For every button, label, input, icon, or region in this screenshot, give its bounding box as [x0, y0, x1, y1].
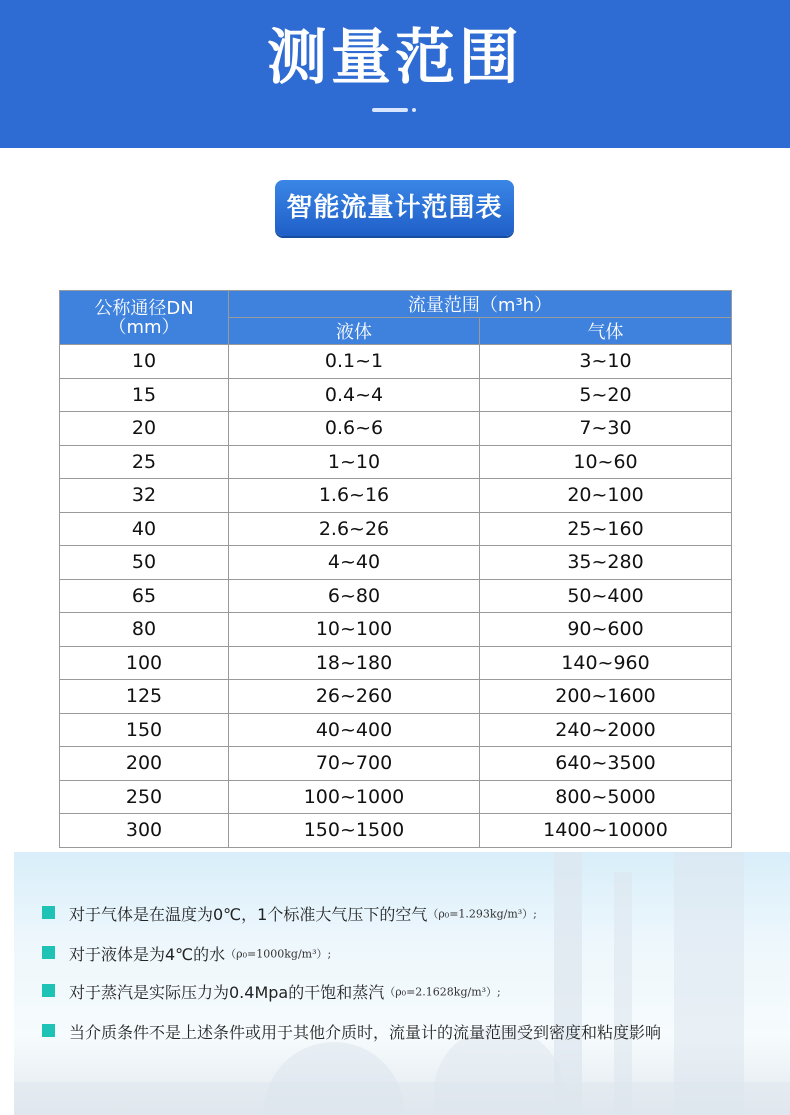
note-text: 对于气体是在温度为0℃，1个标准大气压下的空气: [69, 905, 428, 924]
cell-dn: 80: [60, 613, 229, 647]
page-header: [0, 0, 790, 148]
table-row: [60, 546, 732, 580]
cell-gas-range: 1400~10000: [480, 814, 732, 848]
note-item-steam: [42, 980, 501, 1004]
cell-dn: 25: [60, 445, 229, 479]
cell-dn: 200: [60, 747, 229, 781]
cell-liquid-range: 10~100: [229, 613, 480, 647]
cell-dn: 50: [60, 546, 229, 580]
cell-dn: 250: [60, 780, 229, 814]
note-text: 对于蒸汽是实际压力为0.4Mpa的干饱和蒸汽: [69, 983, 385, 1002]
table-row: [60, 613, 732, 647]
bullet-square-icon: [42, 984, 55, 997]
flow-range-table: [59, 290, 732, 848]
table-row: [60, 814, 732, 848]
cell-liquid-range: 1~10: [229, 445, 480, 479]
cell-liquid-range: 40~400: [229, 713, 480, 747]
cell-dn: 32: [60, 479, 229, 513]
underline-dot: [412, 108, 416, 112]
chimney-shape: [614, 872, 632, 1115]
cell-gas-range: 640~3500: [480, 747, 732, 781]
note-formula: （ρ₀=2.1628kg/m³）;: [384, 985, 501, 999]
note-formula: （ρ₀=1.293kg/m³）;: [427, 907, 537, 921]
title-underline-decoration: [372, 108, 418, 112]
bullet-square-icon: [42, 946, 55, 959]
note-item-other-media: [42, 1020, 661, 1044]
cell-gas-range: 35~280: [480, 546, 732, 580]
cell-liquid-range: 4~40: [229, 546, 480, 580]
table-title-badge: 智能流量计范围表: [275, 180, 514, 236]
bullet-square-icon: [42, 1024, 55, 1037]
cell-liquid-range: 70~700: [229, 747, 480, 781]
table-row: [60, 512, 732, 546]
cell-gas-range: 800~5000: [480, 780, 732, 814]
note-text: 当介质条件不是上述条件或用于其他介质时，流量计的流量范围受到密度和粘度影响: [69, 1023, 662, 1042]
header-gas: 气体: [480, 318, 732, 345]
cell-gas-range: 7~30: [480, 412, 732, 446]
tower-shape: [674, 852, 744, 1115]
cell-dn: 15: [60, 378, 229, 412]
cell-dn: 40: [60, 512, 229, 546]
table-row: [60, 445, 732, 479]
table-row: [60, 479, 732, 513]
cell-liquid-range: 0.4~4: [229, 378, 480, 412]
table-row: [60, 780, 732, 814]
cell-liquid-range: 150~1500: [229, 814, 480, 848]
cell-liquid-range: 6~80: [229, 579, 480, 613]
note-text: 对于液体是为4℃的水: [69, 945, 226, 964]
table-body: [60, 345, 732, 848]
header-dn-label: 公称通径DN: [94, 297, 194, 319]
note-formula: （ρ₀=1000kg/m³）;: [225, 947, 332, 961]
table-row: [60, 747, 732, 781]
header-nominal-diameter: [60, 291, 229, 345]
header-liquid: 液体: [229, 318, 480, 345]
cell-liquid-range: 0.6~6: [229, 412, 480, 446]
page-title: 测量范围: [267, 23, 523, 93]
ground-shape: [14, 1082, 790, 1115]
cell-gas-range: 10~60: [480, 445, 732, 479]
header-dn-unit: （mm）: [108, 316, 180, 338]
table-row: [60, 680, 732, 714]
table-row: [60, 646, 732, 680]
cell-gas-range: 25~160: [480, 512, 732, 546]
table-row: [60, 378, 732, 412]
cell-liquid-range: 2.6~26: [229, 512, 480, 546]
note-item-gas: [42, 902, 537, 926]
bullet-square-icon: [42, 906, 55, 919]
cell-dn: 150: [60, 713, 229, 747]
cell-gas-range: 20~100: [480, 479, 732, 513]
cell-dn: 100: [60, 646, 229, 680]
cell-dn: 300: [60, 814, 229, 848]
cell-liquid-range: 26~260: [229, 680, 480, 714]
cell-dn: 65: [60, 579, 229, 613]
cell-dn: 125: [60, 680, 229, 714]
cell-dn: 20: [60, 412, 229, 446]
table-row: [60, 345, 732, 379]
table-row: [60, 713, 732, 747]
cell-liquid-range: 100~1000: [229, 780, 480, 814]
header-flow-range: 流量范围（m³h）: [229, 291, 732, 318]
cell-gas-range: 90~600: [480, 613, 732, 647]
cell-gas-range: 240~2000: [480, 713, 732, 747]
cell-gas-range: 140~960: [480, 646, 732, 680]
table-row: [60, 412, 732, 446]
table-row: [60, 579, 732, 613]
cell-gas-range: 5~20: [480, 378, 732, 412]
note-item-liquid: [42, 942, 331, 966]
cell-gas-range: 50~400: [480, 579, 732, 613]
cell-liquid-range: 1.6~16: [229, 479, 480, 513]
cell-gas-range: 3~10: [480, 345, 732, 379]
cell-gas-range: 200~1600: [480, 680, 732, 714]
cell-liquid-range: 18~180: [229, 646, 480, 680]
underline-bar: [372, 108, 408, 112]
cell-liquid-range: 0.1~1: [229, 345, 480, 379]
cell-dn: 10: [60, 345, 229, 379]
